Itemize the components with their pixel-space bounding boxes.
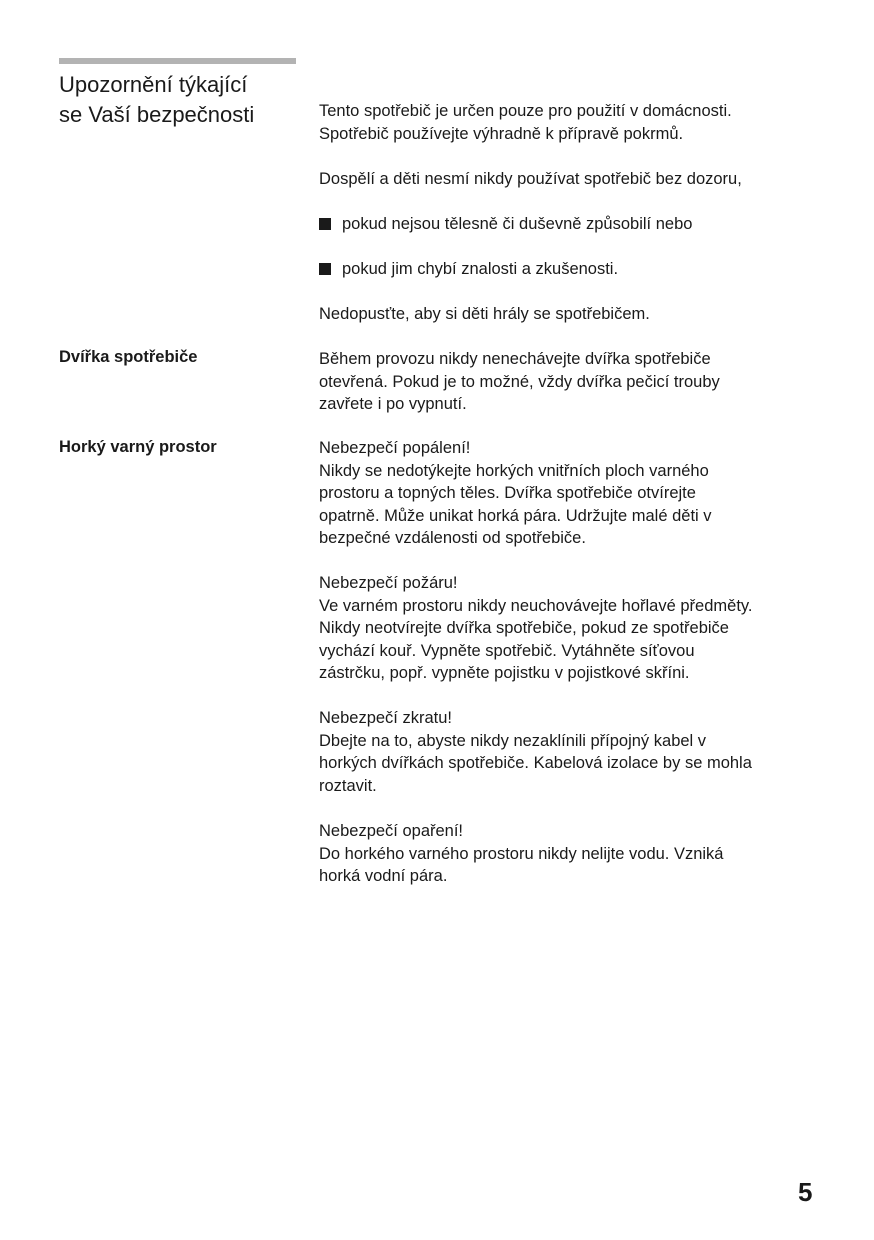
door-section	[319, 348, 839, 416]
fire-line-3: vychází kouř. Vypněte spotřebič. Vytáhněte síťovou	[319, 641, 695, 660]
short-circuit-line-3: roztavit.	[319, 776, 377, 795]
door-heading: Dvířka spotřebiče	[59, 348, 198, 366]
list-item	[319, 258, 839, 281]
short-circuit-paragraph	[319, 707, 839, 797]
fire-line-4: zástrčku, popř. vypněte pojistku v pojistkové skříni.	[319, 664, 690, 682]
intro-section	[319, 100, 839, 145]
scald-line-1: Do horkého varného prostoru nikdy nelijte vodu. Vzniká	[319, 844, 724, 863]
supervision-paragraph	[319, 168, 839, 191]
intro-line-2: Spotřebič používejte výhradně k přípravě pokrmů.	[319, 124, 684, 143]
burn-warning	[319, 437, 839, 550]
burn-paragraph	[319, 437, 839, 550]
door-paragraph	[319, 348, 839, 416]
short-circuit-title: Nebezpečí zkratu!	[319, 709, 452, 727]
square-bullet-icon	[319, 218, 331, 230]
burn-line-1: Nikdy se nedotýkejte horkých vnitřních ploch varného	[319, 461, 709, 480]
list-item	[319, 213, 839, 236]
short-circuit-line-1: Dbejte na to, abyste nikdy nezaklínili přípojný kabel v	[319, 731, 707, 750]
door-line-1: Během provozu nikdy nenechávejte dvířka spotřebiče	[319, 350, 711, 368]
intro-paragraph	[319, 100, 839, 145]
short-circuit-line-2: horkých dvířkách spotřebiče. Kabelová izolace by se mohla	[319, 754, 752, 772]
scald-warning	[319, 820, 839, 888]
children-paragraph	[319, 303, 839, 326]
burn-line-4: bezpečné vzdálenosti od spotřebiče.	[319, 529, 586, 547]
bullet-text: pokud nejsou tělesně či duševně způsobilí nebo	[342, 215, 693, 233]
intro-line-1: Tento spotřebič je určen pouze pro použití v domácnosti.	[319, 102, 732, 120]
page-title-line-1: Upozornění týkající	[59, 72, 248, 97]
burn-line-2: prostoru a topných těles. Dvířka spotřebiče otvírejte	[319, 484, 696, 502]
fire-warning	[319, 572, 839, 685]
fire-title: Nebezpečí požáru!	[319, 574, 458, 592]
fire-line-1: Ve varném prostoru nikdy neuchovávejte hořlavé předměty.	[319, 596, 753, 615]
fire-line-2: Nikdy neotvírejte dvířka spotřebiče, pokud ze spotřebiče	[319, 619, 729, 637]
burn-line-3: opatrně. Může unikat horká pára. Udržujte malé děti v	[319, 506, 712, 525]
supervision-text: Dospělí a děti nesmí nikdy používat spotřebič bez dozoru,	[319, 170, 742, 188]
page-title-line-2: se Vaší bezpečnosti	[59, 102, 255, 127]
burn-title: Nebezpečí popálení!	[319, 439, 471, 457]
scald-title: Nebezpečí opaření!	[319, 822, 464, 840]
bullet-item-2	[319, 258, 839, 281]
bullet-item-1	[319, 213, 839, 236]
page-number: 5	[798, 1177, 813, 1207]
children-text: Nedopusťte, aby si děti hrály se spotřebičem.	[319, 305, 650, 323]
door-line-3: zavřete i po vypnutí.	[319, 395, 467, 413]
page-title	[59, 70, 309, 130]
scald-paragraph	[319, 820, 839, 888]
bullet-text: pokud jim chybí znalosti a zkušenosti.	[342, 260, 619, 278]
header-rule	[59, 58, 296, 64]
square-bullet-icon	[319, 263, 331, 275]
door-line-2: otevřená. Pokud je to možné, vždy dvířka pečicí trouby	[319, 372, 720, 391]
scald-line-2: horká vodní pára.	[319, 867, 448, 885]
hot-cavity-heading: Horký varný prostor	[59, 438, 217, 456]
fire-paragraph	[319, 572, 839, 685]
short-circuit-warning	[319, 707, 839, 797]
